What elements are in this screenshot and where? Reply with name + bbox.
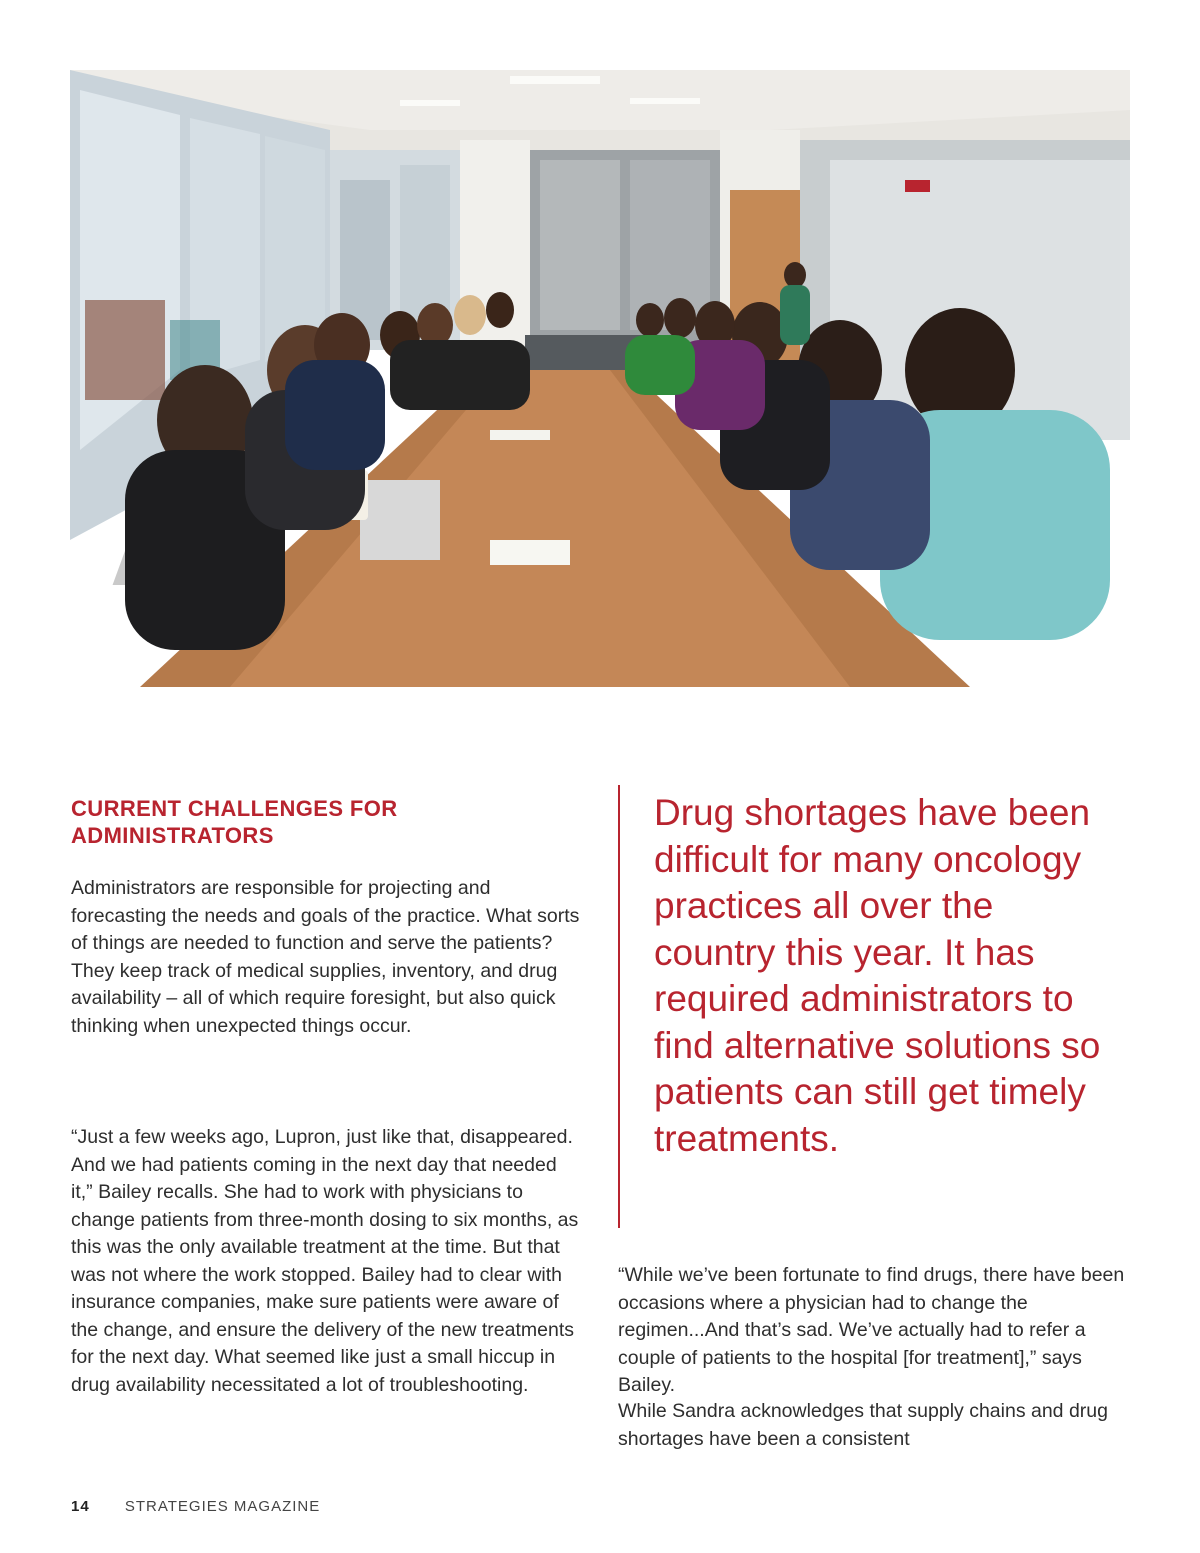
photo-illustration <box>70 70 1130 687</box>
body-paragraph-1: Administrators are responsible for projecting and forecasting the needs and goals of the practice. What sorts of things are needed to function and serve the patients? They keep track of medical supplies, inventory, and drug availability – all of which require foresight, but also quick thinking when unexpected things occur. <box>71 877 580 1037</box>
body-paragraph-2: “Just a few weeks ago, Lupron, just like that, disappeared. And we had patients coming in the next day that needed it,” Bailey recalls. She had to work with physicians to change patients from three-month dosing to six months, as this was the only available treatment at the time. But that was not where the work stopped. Bailey had to clear with insurance companies, make sure patients were aware of the change, and ensure the delivery of the new treatments for the next day. What seemed like just a small hiccup in drug availability necessitated a lot of troubleshooting. <box>71 1126 579 1396</box>
left-column <box>71 795 581 1396</box>
page-number: 14 <box>71 1498 90 1515</box>
publication-name: STRATEGIES MAGAZINE <box>124 1498 321 1515</box>
pull-quote-rule <box>618 785 620 1228</box>
body-paragraph-4: While Sandra acknowledges that supply chains and drug shortages have been a consistent <box>618 1400 1108 1450</box>
pull-quote: Drug shortages have been difficult for many oncology practices all over the country this year. It has required administrators to find alternative solutions so patients can still get timely treatments. <box>654 792 1101 1159</box>
conference-room-photo <box>70 70 1130 687</box>
body-paragraph-3: “While we’ve been fortunate to find drugs, there have been occasions where a physician had to change the regimen...And that’s sad. We’ve actually had to refer a couple of patients to the hospital [for treatment],” says Bailey. <box>618 1264 1125 1396</box>
page-footer <box>71 1498 320 1515</box>
section-heading: CURRENT CHALLENGES FOR ADMINISTRATORS <box>71 796 398 848</box>
